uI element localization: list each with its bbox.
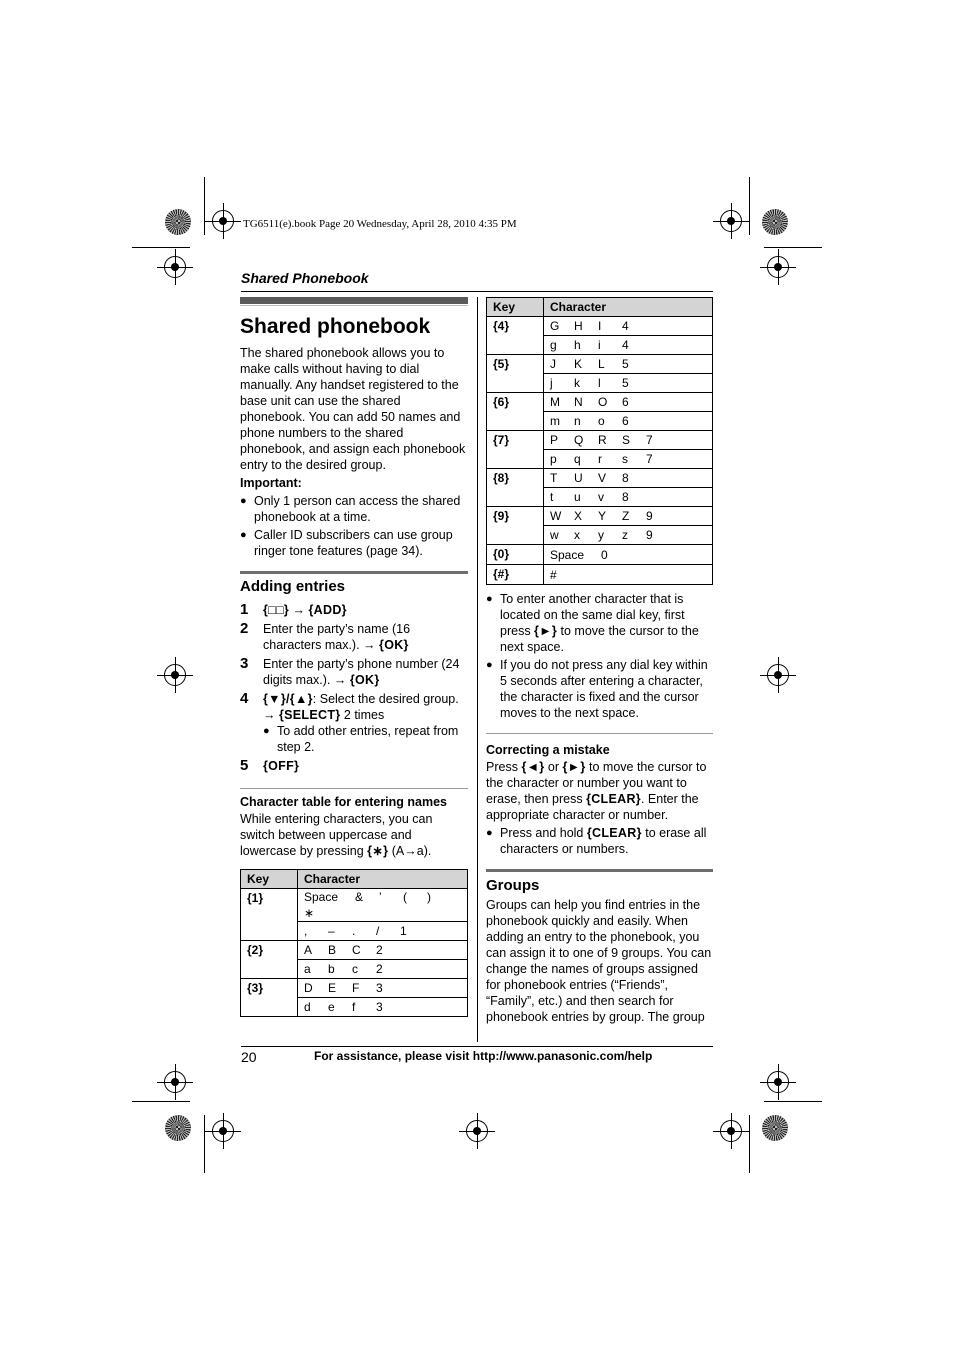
registration-starburst-icon	[165, 209, 191, 235]
key-cell: {5}	[487, 355, 544, 393]
crop-mark	[132, 247, 190, 248]
important-label: Important:	[240, 476, 302, 490]
key-cell: {8}	[487, 469, 544, 507]
crop-mark	[749, 177, 750, 235]
page-title: Shared phonebook	[240, 315, 431, 338]
step-2: 2 Enter the party’s name (16 characters max.). → {OK}	[240, 620, 411, 652]
registration-mark-icon	[212, 210, 234, 232]
char-cell: W X Y Z 9	[544, 507, 713, 526]
char-cell: j k l 5	[544, 374, 713, 393]
registration-starburst-icon	[762, 209, 788, 235]
key-cell: {2}	[241, 941, 298, 979]
char-cell: #	[544, 565, 713, 585]
char-cell: D E F 3	[298, 979, 468, 998]
list-item: ● If you do not press any dial key within 5 seconds after entering a character, the character is fixed and the cursor moves to the next space.	[486, 658, 708, 720]
registration-mark-icon	[164, 256, 186, 278]
header-rule	[241, 291, 713, 292]
groups-paragraph: Groups can help you find entries in the phonebook quickly and easily. When adding an entry to the phonebook, you can assign it to one of 9 groups. You can change the names of groups assigned for phonebook entries (“Friends”, “Family”, etc.) and then search for phonebook entries by group. The group	[486, 898, 712, 1024]
registration-starburst-icon	[762, 1115, 788, 1141]
char-cell: P Q R S 7	[544, 431, 713, 450]
char-cell: Space 0	[544, 545, 713, 565]
table-row	[487, 431, 713, 450]
column-divider	[477, 297, 478, 1042]
list-item: ● Press and hold {CLEAR} to erase all characters or numbers.	[486, 826, 707, 856]
list-item: ● To enter another character that is located on the same dial key, first press {►} to move the cursor to the next space.	[486, 592, 699, 654]
crop-mark	[132, 1101, 190, 1102]
table-row	[487, 355, 713, 374]
char-table-left	[240, 869, 468, 1017]
key-cell: {3}	[241, 979, 298, 1017]
key-cell: {1}	[241, 889, 298, 941]
step-5: 5 {OFF}	[240, 757, 300, 774]
key-cell: {4}	[487, 317, 544, 355]
crop-mark	[764, 247, 822, 248]
title-bar	[240, 297, 468, 305]
registration-mark-icon	[164, 664, 186, 686]
left-column	[240, 297, 468, 1017]
table-row	[487, 565, 713, 585]
key-cell: {#}	[487, 565, 544, 585]
crop-mark	[764, 1101, 822, 1102]
char-cell: Space & ’ ( )∗	[298, 889, 468, 922]
step-1: 1 {□□} → {ADD}	[240, 601, 347, 618]
subheading: Character table for entering names	[240, 795, 448, 809]
crop-mark	[204, 177, 205, 235]
char-cell: a b c 2	[298, 960, 468, 979]
char-cell: G H I 4	[544, 317, 713, 336]
key-cell: {0}	[487, 545, 544, 565]
step-4: 4 {▼}/{▲}: Select the desired group. → {SELECT} 2 times ● To add other entries, repeat from step 2.	[240, 691, 468, 755]
table-row	[487, 393, 713, 412]
registration-mark-icon	[212, 1120, 234, 1142]
key-cell: {6}	[487, 393, 544, 431]
table-row	[241, 941, 468, 960]
list-item: ● Only 1 person can access the shared phonebook at a time.	[240, 494, 461, 524]
list-item: ● Caller ID subscribers can use group ringer tone features (page 34).	[240, 528, 453, 558]
section-bar	[486, 869, 713, 872]
page-number: 20	[241, 1049, 257, 1065]
table-row	[487, 469, 713, 488]
char-cell: g h i 4	[544, 336, 713, 355]
table-row	[241, 979, 468, 998]
key-cell: {9}	[487, 507, 544, 545]
running-header: Shared Phonebook	[241, 270, 369, 286]
table-row	[241, 889, 468, 922]
char-cell: p q r s 7	[544, 450, 713, 469]
section-bar	[240, 571, 468, 574]
registration-mark-icon	[767, 1071, 789, 1093]
char-cell: t u v 8	[544, 488, 713, 507]
char-cell: M N O 6	[544, 393, 713, 412]
col-header: Key	[241, 870, 298, 889]
registration-mark-icon	[164, 1071, 186, 1093]
crop-mark	[204, 1115, 205, 1173]
section-heading: Adding entries	[240, 578, 346, 595]
print-info: TG6511(e).book Page 20 Wednesday, April 28, 2010 4:35 PM	[243, 218, 517, 230]
table-row	[487, 507, 713, 526]
char-cell: m n o 6	[544, 412, 713, 431]
col-header: Key	[487, 298, 544, 317]
char-table-desc: While entering characters, you can switch between uppercase and lowercase by pressing {∗} (A→a).	[240, 812, 433, 858]
crop-mark	[749, 1115, 750, 1173]
step-3: 3 Enter the party’s phone number (24 digits max.). → {OK}	[240, 655, 460, 687]
subheading: Correcting a mistake	[486, 743, 610, 757]
list-item: ● To add other entries, repeat from step 2.	[263, 724, 459, 754]
char-table-right	[486, 297, 713, 585]
char-cell: A B C 2	[298, 941, 468, 960]
char-cell: w x y z 9	[544, 526, 713, 545]
table-row	[487, 317, 713, 336]
registration-mark-icon	[466, 1120, 488, 1142]
key-cell: {7}	[487, 431, 544, 469]
footer-note: For assistance, please visit http://www.panasonic.com/help	[314, 1049, 653, 1063]
char-cell: T U V 8	[544, 469, 713, 488]
char-cell: J K L 5	[544, 355, 713, 374]
col-header: Character	[298, 870, 468, 889]
correcting-paragraph: Press {◄} or {►} to move the cursor to the character or number you want to erase, then press {CLEAR}. Enter the appropriate character or number.	[486, 760, 707, 822]
divider	[240, 788, 468, 789]
char-cell: , – . / 1	[298, 922, 468, 941]
registration-mark-icon	[720, 1120, 742, 1142]
footer-rule	[241, 1046, 713, 1047]
registration-mark-icon	[767, 256, 789, 278]
registration-mark-icon	[767, 664, 789, 686]
divider	[486, 733, 713, 734]
table-row	[487, 545, 713, 565]
char-cell: d e f 3	[298, 998, 468, 1017]
col-header: Character	[544, 298, 713, 317]
registration-mark-icon	[720, 210, 742, 232]
registration-starburst-icon	[165, 1115, 191, 1141]
right-column	[486, 297, 713, 1025]
section-heading: Groups	[486, 877, 540, 894]
intro-paragraph: The shared phonebook allows you to make calls without having to dial manually. Any handset registered to the base unit can use the shared phonebook. You can add 50 names and phone numbers to the shared phonebook, and assign each phonebook entry to the desired group.	[240, 346, 466, 472]
